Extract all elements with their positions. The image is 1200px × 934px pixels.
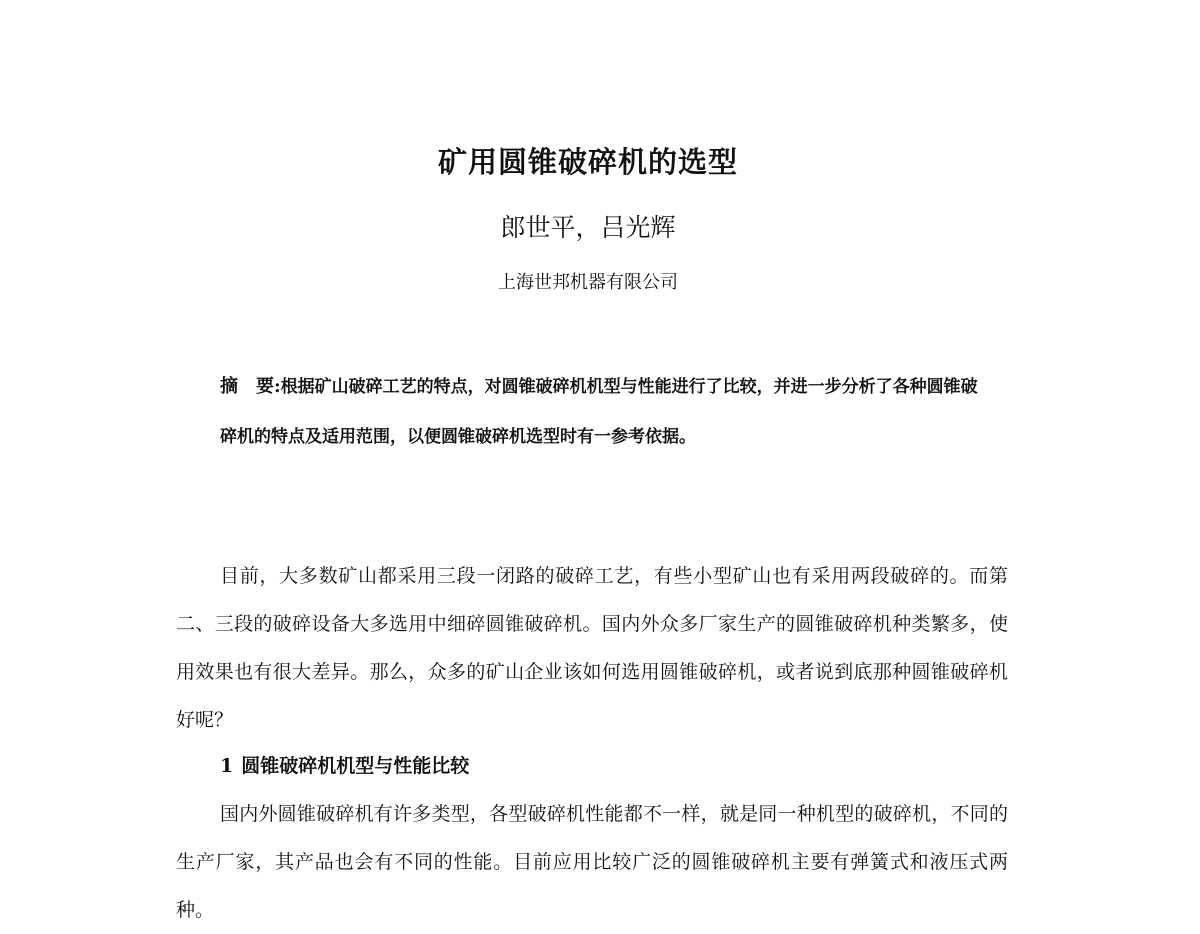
abstract-text: 根据矿山破碎工艺的特点，对圆锥破碎机机型与性能进行了比较，并进一步分析了各种圆锥破碎机的特点及适用范围，以便圆锥破碎机选型时有一参考依据。: [220, 377, 978, 447]
paper-affiliation: 上海世邦机器有限公司: [498, 272, 678, 293]
abstract: [220, 362, 980, 462]
paper-title: 矿用圆锥破碎机的选型: [437, 145, 738, 179]
abstract-label: 摘 要:: [220, 376, 281, 397]
section-1-paragraph: 国内外圆锥破碎机有许多类型，各型破碎机性能都不一样，就是同一种机型的破碎机，不同的生产厂家，其产品也会有不同的性能。目前应用比较广泛的圆锥破碎机主要有弹簧式和液压式两种。: [176, 803, 1008, 921]
section-1-heading: [220, 742, 469, 790]
section-1-title: 圆锥破碎机机型与性能比较: [241, 755, 470, 777]
section-1-number: 1: [220, 755, 234, 777]
paper-authors: 郎世平，吕光辉: [500, 213, 676, 242]
intro-paragraph: 目前，大多数矿山都采用三段一闭路的破碎工艺，有些小型矿山也有采用两段破碎的。而第二、三段的破碎设备大多选用中细碎圆锥破碎机。国内外众多厂家生产的圆锥破碎机种类繁多，使用效果也有很大差异。那么，众多的矿山企业该如何选用圆锥破碎机，或者说到底那种圆锥破碎机好呢？: [176, 565, 1008, 731]
